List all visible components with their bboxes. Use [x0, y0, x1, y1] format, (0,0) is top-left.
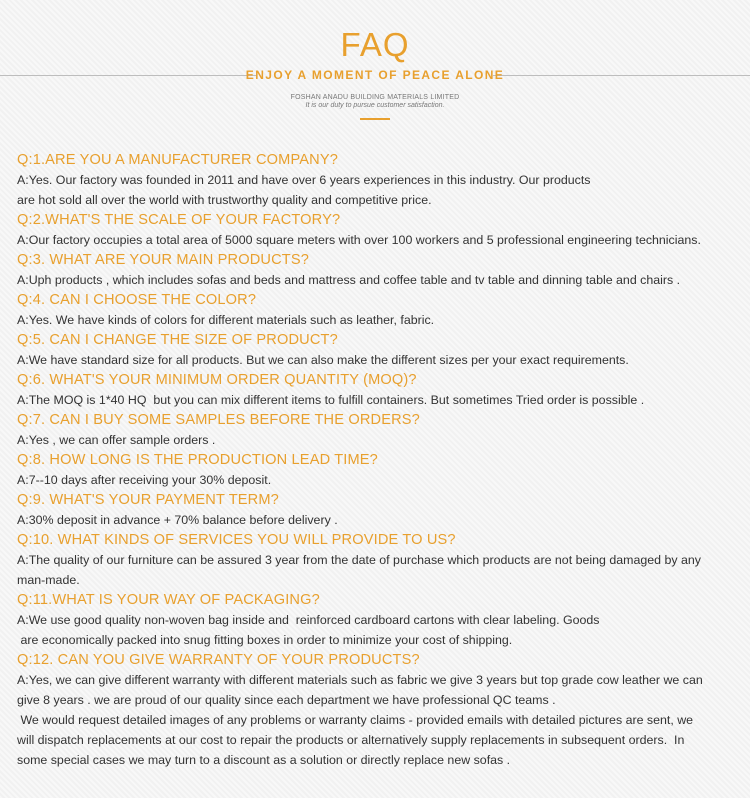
faq-answer-line: A:30% deposit in advance + 70% balance before delivery .	[17, 513, 338, 527]
faq-question: Q:12. CAN YOU GIVE WARRANTY OF YOUR PRODUCTS?	[17, 652, 420, 668]
faq-answer-line: A:Uph products , which includes sofas and beds and mattress and coffee table and tv table and dinning table and chairs .	[17, 273, 681, 287]
faq-item	[17, 210, 742, 250]
faq-item	[17, 410, 742, 450]
page-title: FAQ	[340, 26, 410, 63]
faq-answer-line: We would request detailed images of any problems or warranty claims - provided emails with detailed pictures are sent, we	[17, 713, 694, 727]
faq-answer-line: A:7--10 days after receiving your 30% deposit.	[17, 473, 272, 487]
company-name: FOSHAN ANADU BUILDING MATERIALS LIMITED	[290, 94, 460, 101]
faq-question: Q:11.WHAT IS YOUR WAY OF PACKAGING?	[17, 592, 320, 608]
faq-question: Q:2.WHAT'S THE SCALE OF YOUR FACTORY?	[17, 212, 341, 228]
faq-answer-line: A:We use good quality non-woven bag inside and reinforced cardboard cartons with clear labeling. Goods	[17, 613, 600, 627]
faq-answer-line: A:The quality of our furniture can be assured 3 year from the date of purchase which products are not being damaged by any	[17, 553, 701, 567]
faq-item	[17, 370, 742, 410]
faq-question: Q:8. HOW LONG IS THE PRODUCTION LEAD TIME?	[17, 452, 378, 468]
faq-answer-line: are hot sold all over the world with trustworthy quality and competitive price.	[17, 193, 432, 207]
company-tagline: It is our duty to pursue customer satisfaction.	[305, 102, 445, 109]
faq-answer-line: A:Yes , we can offer sample orders .	[17, 433, 216, 447]
faq-item	[17, 450, 742, 490]
faq-item	[17, 330, 742, 370]
accent-bar	[360, 118, 390, 120]
faq-question: Q:1.ARE YOU A MANUFACTURER COMPANY?	[17, 152, 338, 168]
faq-item	[17, 530, 742, 590]
faq-item	[17, 290, 742, 330]
faq-answer-line: will dispatch replacements at our cost to repair the products or alternatively supply replacements in subsequent orders. In	[17, 733, 685, 747]
faq-question: Q:5. CAN I CHANGE THE SIZE OF PRODUCT?	[17, 332, 338, 348]
faq-answer-line: some special cases we may turn to a discount as a solution or directly replace new sofas .	[17, 753, 511, 767]
faq-answer-line: A:The MOQ is 1*40 HQ but you can mix different items to fulfill containers. But sometimes Tried order is possible .	[17, 393, 645, 407]
faq-question: Q:6. WHAT'S YOUR MINIMUM ORDER QUANTITY (MOQ)?	[17, 372, 417, 388]
faq-list	[17, 150, 742, 770]
page-subtitle: ENJOY A MOMENT OF PEACE ALONE	[245, 68, 505, 82]
faq-item	[17, 490, 742, 530]
faq-answer-line: are economically packed into snug fitting boxes in order to minimize your cost of shipping.	[17, 633, 513, 647]
faq-question: Q:9. WHAT'S YOUR PAYMENT TERM?	[17, 492, 279, 508]
faq-answer-line: A:Our factory occupies a total area of 5000 square meters with over 100 workers and 5 professional engineering technicians.	[17, 233, 701, 247]
faq-answer-line: give 8 years . we are proud of our quality since each department we have professional QC teams .	[17, 693, 556, 707]
faq-answer-line: A:Yes. Our factory was founded in 2011 and have over 6 years experiences in this industry. Our products	[17, 173, 591, 187]
faq-answer-line: man-made.	[17, 573, 80, 587]
faq-header	[0, 0, 750, 130]
faq-item	[17, 650, 742, 770]
faq-question: Q:7. CAN I BUY SOME SAMPLES BEFORE THE ORDERS?	[17, 412, 420, 428]
faq-answer-line: A:We have standard size for all products. But we can also make the different sizes per your exact requirements.	[17, 353, 629, 367]
faq-item	[17, 590, 742, 650]
faq-item	[17, 150, 742, 210]
faq-question: Q:10. WHAT KINDS OF SERVICES YOU WILL PROVIDE TO US?	[17, 532, 456, 548]
faq-item	[17, 250, 742, 290]
faq-answer-line: A:Yes, we can give different warranty with different materials such as fabric we give 3 years but top grade cow leather we can	[17, 673, 703, 687]
faq-question: Q:4. CAN I CHOOSE THE COLOR?	[17, 292, 257, 308]
faq-question: Q:3. WHAT ARE YOUR MAIN PRODUCTS?	[17, 252, 310, 268]
faq-answer-line: A:Yes. We have kinds of colors for different materials such as leather, fabric.	[17, 313, 435, 327]
